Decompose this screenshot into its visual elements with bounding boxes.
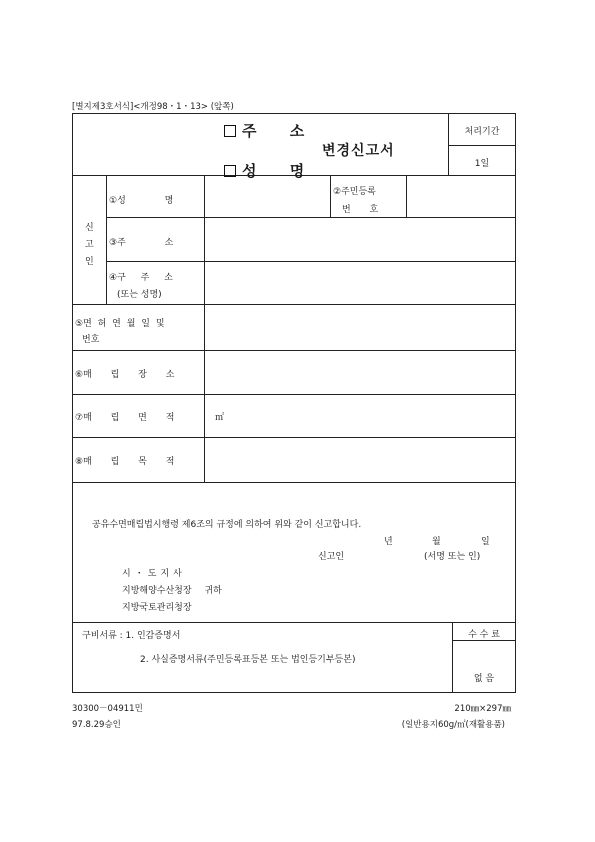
- reclaim-area-input[interactable]: [230, 395, 515, 436]
- recipient-land: 지방국토관리청장: [122, 603, 192, 613]
- reclaim-area-unit: ㎡: [215, 413, 225, 423]
- recipient-maritime-text: 지방해양수산청장: [122, 586, 192, 596]
- date-day: 일: [481, 537, 490, 547]
- documents-label: 구비서류 : 1. 인감증명서: [82, 631, 181, 641]
- old-address-input[interactable]: [205, 262, 515, 303]
- recipient-governor: 시・도지사: [122, 569, 186, 579]
- date-month: 월: [432, 537, 441, 547]
- reclaim-area-label: ⑦매 립 면 적: [75, 413, 175, 423]
- reclaim-place-input[interactable]: [205, 351, 515, 393]
- declaration-statement: 공유수면매립법시행령 제6조의 규정에 의하여 위와 같이 신고합니다.: [92, 520, 362, 530]
- reclaim-place-label: ⑥매 립 장 소: [75, 370, 175, 380]
- documents-item-2: 2. 사실증명서류(주민등록표등본 또는 법인등기부등본): [140, 655, 356, 665]
- old-address-label: ④구 주 소: [109, 273, 173, 283]
- processing-period-value: 1일: [474, 159, 490, 169]
- address-label: ③주 소: [109, 238, 174, 248]
- title-address-option: 주 소: [224, 120, 318, 141]
- paper-size: 210㎜×297㎜: [454, 704, 511, 714]
- address-input[interactable]: [205, 218, 515, 260]
- name-input[interactable]: [205, 176, 329, 216]
- license-date-input[interactable]: [205, 305, 515, 349]
- resident-label-left: [330, 175, 331, 217]
- address-checkbox[interactable]: [224, 125, 236, 137]
- old-address-sublabel: (또는 성명): [117, 290, 162, 300]
- resident-no-label-2: 번 호: [342, 205, 379, 215]
- fee-label: 수 수 료: [468, 630, 500, 640]
- reporter-side-divider: [106, 175, 107, 304]
- documents-top-line: [72, 622, 516, 623]
- approval-date: 97.8.29승인: [72, 720, 121, 730]
- paper-spec: (일반용지60g/㎡(재활용품): [401, 720, 505, 730]
- form-header: [별지제3호서식]<개정98・1・13> (앞쪽): [72, 102, 234, 112]
- title-name-option: 성 명: [224, 160, 318, 181]
- recipient-suffix: 귀하: [204, 586, 222, 596]
- resident-no-label-1: ②주민등록: [333, 187, 376, 197]
- reclaim-purpose-input[interactable]: [205, 438, 515, 481]
- main-title: 변경신고서: [322, 143, 395, 159]
- processing-period-label: 처리기간: [464, 127, 500, 137]
- license-date-label-1: ⑤면 허 연 월 일 및: [75, 319, 165, 329]
- license-date-label-2: 번호: [82, 335, 100, 345]
- date-year: 년: [384, 537, 393, 547]
- processing-divider: [448, 145, 516, 146]
- signature-label: (서명 또는 인): [424, 552, 481, 562]
- reporter-label: 신고인: [318, 552, 345, 562]
- resident-no-input[interactable]: [407, 176, 515, 216]
- recipient-maritime: [122, 583, 222, 596]
- fee-line: [452, 640, 516, 641]
- reporter-side-label-3: 인: [85, 257, 94, 267]
- form-code: 30300－04911민: [72, 704, 143, 714]
- reclaim-purpose-label: ⑧매 립 목 적: [75, 457, 175, 467]
- name-label: ①성 명: [109, 196, 174, 206]
- reporter-side-label-2: 고: [85, 240, 94, 250]
- row-line-7: [72, 482, 516, 483]
- fee-value: 없 음: [473, 674, 495, 684]
- reporter-side-label-1: 신: [85, 223, 94, 233]
